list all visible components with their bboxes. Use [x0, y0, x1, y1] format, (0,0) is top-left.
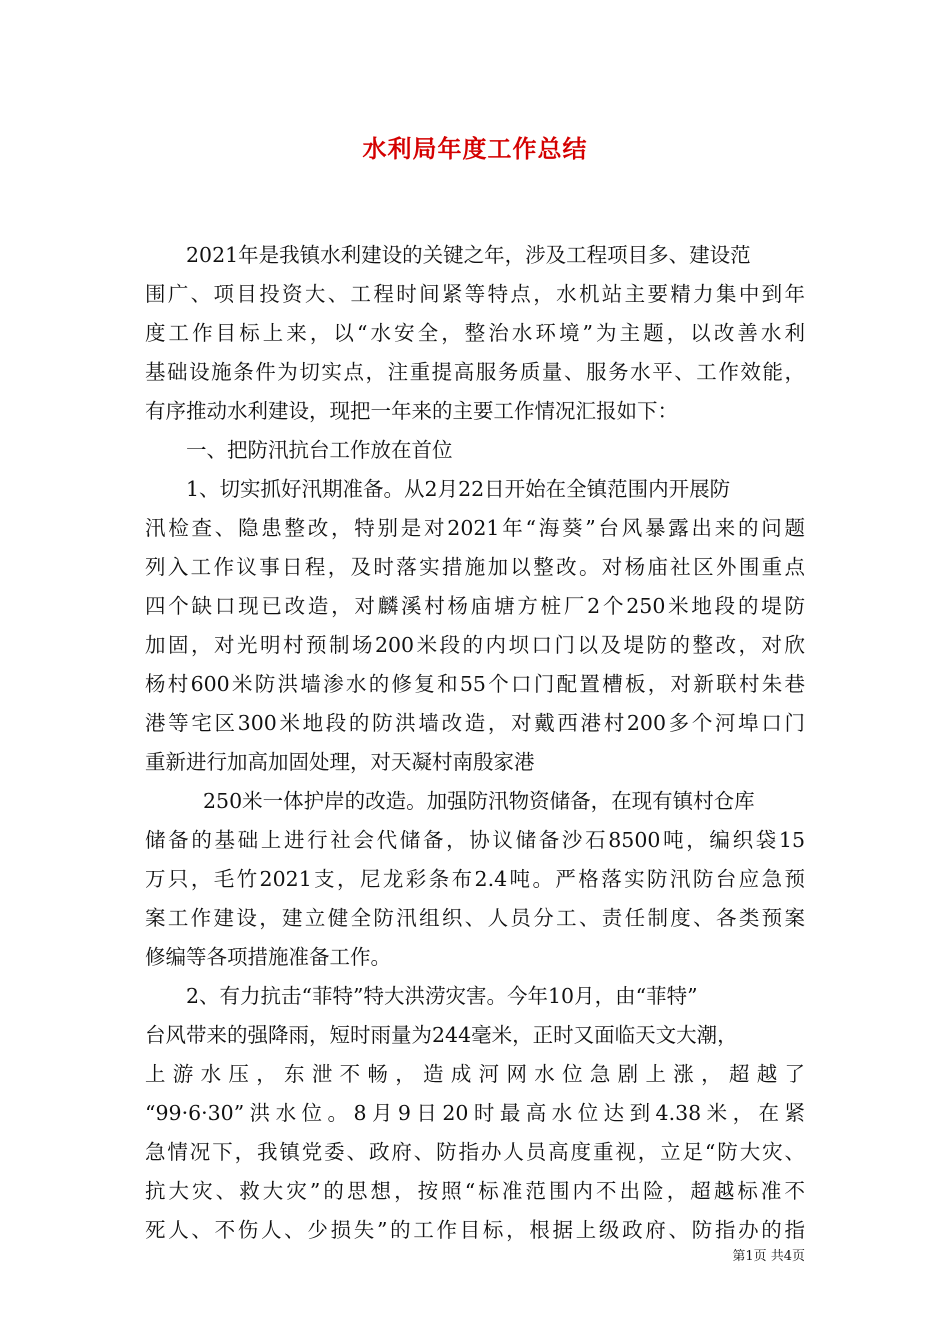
paragraph-line: 储备的基础上进行社会代储备，协议储备沙石8500吨，编织袋15 — [145, 828, 805, 852]
paragraph-line: 汛检查、隐患整改，特别是对2021年“海葵”台风暴露出来的问题 — [145, 516, 805, 540]
page-number: 第1页 共4页 — [732, 1249, 805, 1264]
section-heading: 一、把防汛抗台工作放在首位 — [186, 438, 453, 462]
paragraph-line: 有序推动水利建设，现把一年来的主要工作情况汇报如下： — [145, 399, 678, 423]
paragraph-line: 修编等各项措施准备工作。 — [145, 945, 391, 969]
paragraph-line: 案工作建设，建立健全防汛组织、人员分工、责任制度、各类预案 — [145, 906, 805, 930]
paragraph-line: 列入工作议事日程，及时落实措施加以整改。对杨庙社区外围重点 — [145, 555, 805, 579]
paragraph-line: 围广、项目投资大、工程时间紧等特点，水机站主要精力集中到年 — [145, 282, 805, 306]
paragraph-line: 基础设施条件为切实点，注重提高服务质量、服务水平、工作效能， — [145, 360, 805, 384]
paragraph-line: 2、有力抗击“菲特”特大洪涝灾害。今年10月，由“菲特” — [186, 984, 698, 1008]
paragraph-line: 上游水压，东泄不畅，造成河网水位急剧上涨，超越了 — [145, 1062, 805, 1086]
paragraph-line: 万只，毛竹2021支，尼龙彩条布2.4吨。严格落实防汛防台应急预 — [145, 867, 805, 891]
paragraph-line: 台风带来的强降雨，短时雨量为244毫米，正时又面临天文大潮， — [145, 1023, 738, 1047]
paragraph-line: 加固，对光明村预制场200米段的内坝口门以及堤防的整改，对欣 — [145, 633, 805, 657]
paragraph-line: 2021年是我镇水利建设的关键之年，涉及工程项目多、建设范 — [186, 243, 751, 267]
paragraph-line: 度工作目标上来，以“水安全，整治水环境”为主题，以改善水利 — [145, 321, 805, 345]
paragraph-line: “99·6·30”洪水位。8月9日20时最高水位达到4.38米，在紧 — [145, 1101, 805, 1125]
document-title: 水利局年度工作总结 — [362, 134, 588, 163]
paragraph-line: 急情况下，我镇党委、政府、防指办人员高度重视，立足“防大灾、 — [145, 1140, 805, 1164]
paragraph-line: 250米一体护岸的改造。加强防汛物资储备，在现有镇村仓库 — [203, 789, 755, 813]
paragraph-line: 杨村600米防洪墙渗水的修复和55个口门配置槽板，对新联村朱巷 — [145, 672, 805, 696]
paragraph-line: 1、切实抓好汛期准备。从2月22日开始在全镇范围内开展防 — [186, 477, 731, 501]
paragraph-line: 抗大灾、救大灾”的思想，按照“标准范围内不出险，超越标准不 — [145, 1179, 805, 1203]
paragraph-line: 死人、不伤人、少损失”的工作目标，根据上级政府、防指办的指 — [145, 1218, 805, 1242]
paragraph-line: 四个缺口现已改造，对麟溪村杨庙塘方桩厂2个250米地段的堤防 — [145, 594, 805, 618]
paragraph-line: 港等宅区300米地段的防洪墙改造，对戴西港村200多个河埠口门 — [145, 711, 805, 735]
paragraph-line: 重新进行加高加固处理，对天凝村南殷家港 — [145, 750, 535, 774]
